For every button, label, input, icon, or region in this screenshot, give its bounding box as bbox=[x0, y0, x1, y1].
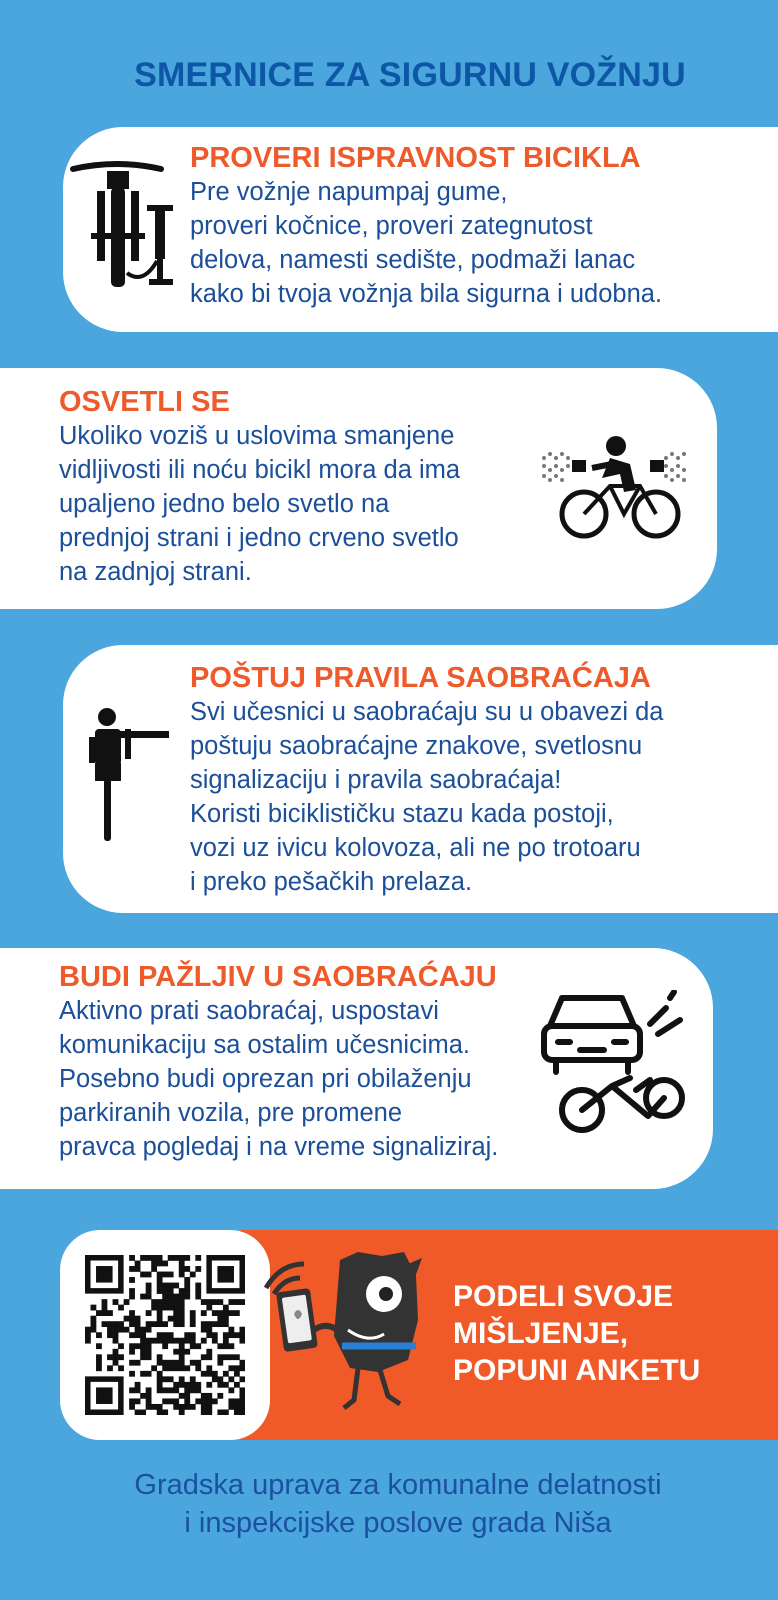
bike-pump-icon bbox=[69, 161, 179, 291]
section-heading: BUDI PAŽLJIV U SAOBRAĆAJU bbox=[59, 961, 497, 993]
section-lights bbox=[0, 368, 717, 609]
qr-code-container[interactable] bbox=[60, 1230, 270, 1440]
section-heading: POŠTUJ PRAVILA SAOBRAĆAJA bbox=[190, 662, 651, 694]
section-body: Ukoliko voziš u uslovima smanjene vidljivosti ili noću bicikl mora da ima upaljeno jedno belo svetlo na prednjoj strani i jedno crveno svetlo na zadnjoj strani. bbox=[59, 422, 461, 586]
section-be-careful bbox=[0, 948, 713, 1189]
survey-call-to-action[interactable]: PODELI SVOJE MIŠLJENJE, POPUNI ANKETU bbox=[453, 1280, 701, 1387]
car-bike-collision-icon bbox=[540, 990, 700, 1140]
section-heading: PROVERI ISPRAVNOST BICIKLA bbox=[190, 142, 641, 174]
qr-code-icon[interactable] bbox=[85, 1255, 245, 1415]
footer-organization: Gradska uprava za komunalne delatnosti i inspekcijske poslove grada Niša bbox=[134, 1469, 662, 1539]
section-bike-check bbox=[63, 127, 778, 332]
cyclist-signaling-icon bbox=[85, 707, 169, 843]
section-body: Aktivno prati saobraćaj, uspostavi komunikaciju sa ostalim učesnicima. Posebno budi oprezan pri obilaženju parkiranih vozila, pre promene pravca pogledaj i na vreme signaliziraj. bbox=[59, 997, 499, 1161]
mascot-with-phone-icon bbox=[258, 1250, 438, 1420]
page-title: SMERNICE ZA SIGURNU VOŽNJU bbox=[134, 56, 686, 94]
section-body: Pre vožnje napumpaj gume, proveri kočnice, proveri zategnutost delova, namesti sedište, podmaži lanac kako bi tvoja vožnja bila sigurna i udobna. bbox=[190, 178, 663, 308]
section-body: Svi učesnici u saobraćaju su u obavezi da poštuju saobraćajne znakove, svetlosnu signalizaciju i pravila saobraćaja! Koristi biciklističku stazu kada postoji, vozi uz ivicu kolovoza, ali ne po trotoaru i preko pešačkih prelaza. bbox=[190, 698, 664, 896]
cyclist-lights-icon bbox=[540, 434, 700, 544]
section-heading: OSVETLI SE bbox=[59, 386, 230, 418]
section-traffic-rules bbox=[63, 645, 778, 913]
